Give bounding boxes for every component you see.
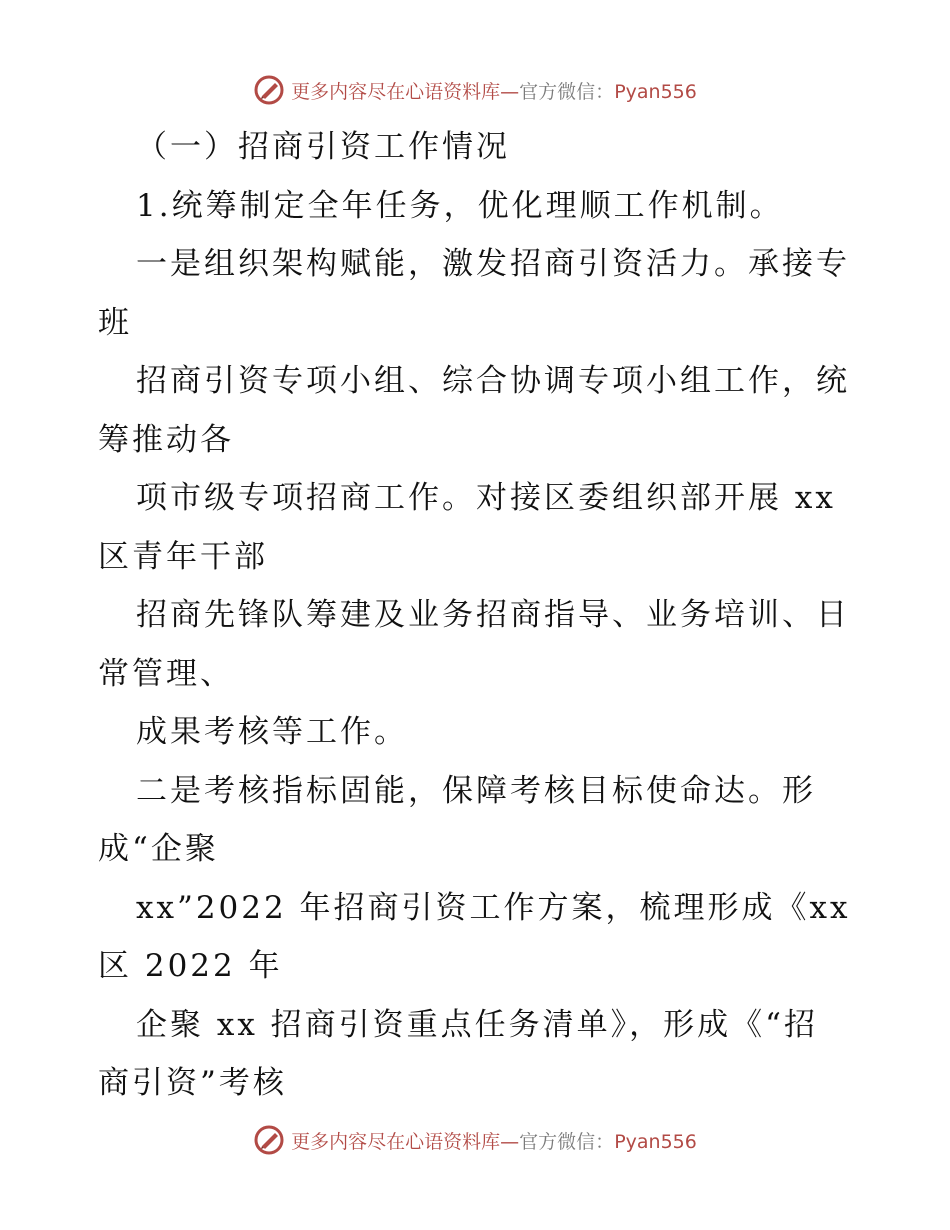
footer-watermark — [0, 1120, 950, 1160]
watermark-text — [291, 1127, 697, 1154]
paragraph-line: 企聚 xx 招商引资重点任务清单》，形成《“招 — [136, 1006, 819, 1043]
paragraph-line: 班 — [98, 304, 132, 341]
watermark-official: 官方微信： — [519, 80, 615, 103]
paragraph-line: 二是考核指标固能，保障考核目标使命达。形 — [136, 772, 816, 809]
paragraph-line: 区 2022 年 — [98, 948, 283, 984]
paragraph-line: 区青年干部 — [98, 538, 268, 575]
paragraph-line: 一是组织架构赋能，激发招商引资活力。承接专 — [136, 246, 850, 282]
paragraph-line: 筹推动各 — [98, 421, 234, 458]
paragraph-line: 招商先锋队筹建及业务招商指导、业务培训、日 — [136, 597, 850, 633]
section-heading: （一）招商引资工作情况 — [136, 129, 510, 165]
paragraph-line: 招商引资专项小组、综合协调专项小组工作，统 — [136, 363, 850, 399]
watermark-main: 更多内容尽在心语资料库 — [291, 1130, 501, 1153]
paragraph-line: xx”2022 年招商引资工作方案，梳理形成《xx — [136, 889, 851, 926]
paragraph-line: 商引资”考核 — [98, 1065, 287, 1101]
paragraph-line: 成果考核等工作。 — [136, 714, 408, 750]
document-body — [98, 118, 858, 1113]
watermark-main: 更多内容尽在心语资料库 — [291, 80, 501, 103]
watermark-dash: — — [500, 80, 520, 103]
watermark-text — [291, 77, 697, 104]
watermark-id: Pyan556 — [614, 1130, 697, 1153]
subheading: 1.统筹制定全年任务，优化理顺工作机制。 — [136, 187, 784, 224]
watermark-official: 官方微信： — [519, 1130, 615, 1153]
paragraph-line: 成“企聚 — [98, 831, 219, 867]
paragraph-line: 项市级专项招商工作。对接区委组织部开展 xx — [136, 480, 836, 516]
paragraph-line: 常管理、 — [98, 655, 234, 692]
watermark-dash: — — [500, 1130, 520, 1153]
watermark-id: Pyan556 — [614, 80, 697, 103]
quill-logo-icon — [253, 1124, 285, 1156]
header-watermark — [0, 70, 950, 110]
quill-logo-icon — [253, 74, 285, 106]
